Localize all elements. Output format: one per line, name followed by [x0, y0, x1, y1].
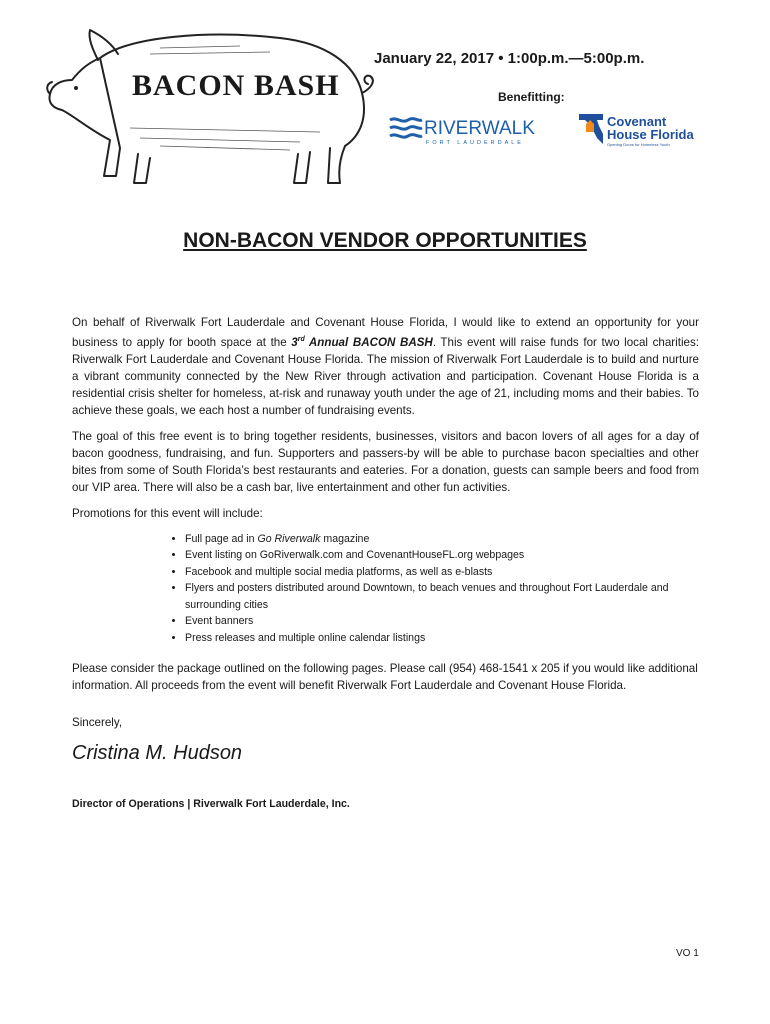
riverwalk-logo-sub: FORT LAUDERDALE	[426, 140, 524, 146]
intro-text-b: . This event will raise funds for two local charities: Riverwalk Fort Lauderdale and Covenant House Florida. The mission of Riverwalk Fort Lauderdale is to build and nurture a vibrant community connected by the New River through activation and participation. Covenant House Florida is a residential crisis shelter for homeless, at-risk and runaway youth under the age of 21, including moms and their babies. To achieve these goals, we each host a number of fundraising events.	[72, 335, 699, 417]
intro-text-a: On behalf of Riverwalk Fort Lauderdale and Covenant House Florida, I would like to extend an opportunity for your business to apply for booth space at the	[72, 316, 699, 349]
promotions-intro: Promotions for this event will include:	[72, 506, 263, 520]
list-item: • Event listing on GoRiverwalk.com and CovenantHouseFL.org webpages	[185, 547, 699, 564]
benefitting-label: Benefitting:	[498, 90, 565, 104]
signoff: Sincerely,	[72, 716, 123, 730]
event-date: January 22, 2017 • 1:00p.m.—5:00p.m.	[374, 50, 645, 67]
list-item	[185, 531, 699, 548]
promo-text: Full page ad in	[185, 532, 258, 545]
riverwalk-logo	[388, 114, 535, 146]
ordinal-number: 3	[291, 335, 298, 349]
promotions-list	[72, 531, 699, 647]
closing-paragraph: Please consider the package outlined on the following pages. Please call (954) 468-1541 x 205 if you would like additional information. All proceeds from the event will benefit Riverwalk Fort Lauderdale and Covenant House Florida.	[72, 662, 698, 693]
florida-map-icon	[579, 114, 603, 144]
covenant-logo-tagline: Opening Doors for Homeless Youth	[607, 142, 670, 147]
bacon-bash-logo-text: BACON BASH	[132, 69, 340, 102]
covenant-house-logo	[577, 112, 692, 148]
list-item: • Flyers and posters distributed around Downtown, to beach venues and throughout Fort Lauderdale and surrounding cities	[185, 580, 699, 613]
riverwalk-logo-name: RIVERWALK	[424, 118, 535, 139]
list-item: • Event banners	[185, 613, 699, 630]
bacon-bash-pig-logo	[40, 18, 380, 198]
list-item: • Facebook and multiple social media platforms, as well as e-blasts	[185, 564, 699, 581]
covenant-logo-line1: Covenant	[607, 114, 667, 129]
page-title: NON-BACON VENDOR OPPORTUNITIES	[183, 229, 587, 252]
signer-title: Director of Operations | Riverwalk Fort Lauderdale, Inc.	[72, 798, 350, 811]
list-item: • Press releases and multiple online calendar listings	[185, 630, 699, 647]
intro-paragraph	[72, 314, 699, 419]
letter-body	[72, 314, 699, 813]
wave-icon	[390, 119, 422, 138]
version-label: VO 1	[676, 948, 699, 959]
covenant-logo-line2: House Florida	[607, 127, 694, 142]
promo-text: magazine	[320, 532, 370, 545]
goal-paragraph: The goal of this free event is to bring together residents, businesses, visitors and bacon lovers of all ages for a day of bacon goodness, fundraising, and fun. Supporters and passers-by will be able to purchase bacon specialties and other bites from some of South Florida’s best restaurants and eateries. For a donation, guests can sample beers and food from our VIP area. There will also be a cash bar, live entertainment and other fun activities.	[72, 429, 699, 494]
pig-eye-icon	[74, 86, 78, 90]
event-name: Annual BACON BASH	[304, 335, 433, 349]
signature: Cristina M. Hudson	[72, 742, 243, 765]
ordinal-suffix: rd	[297, 336, 305, 343]
magazine-name: Go Riverwalk	[257, 532, 321, 545]
